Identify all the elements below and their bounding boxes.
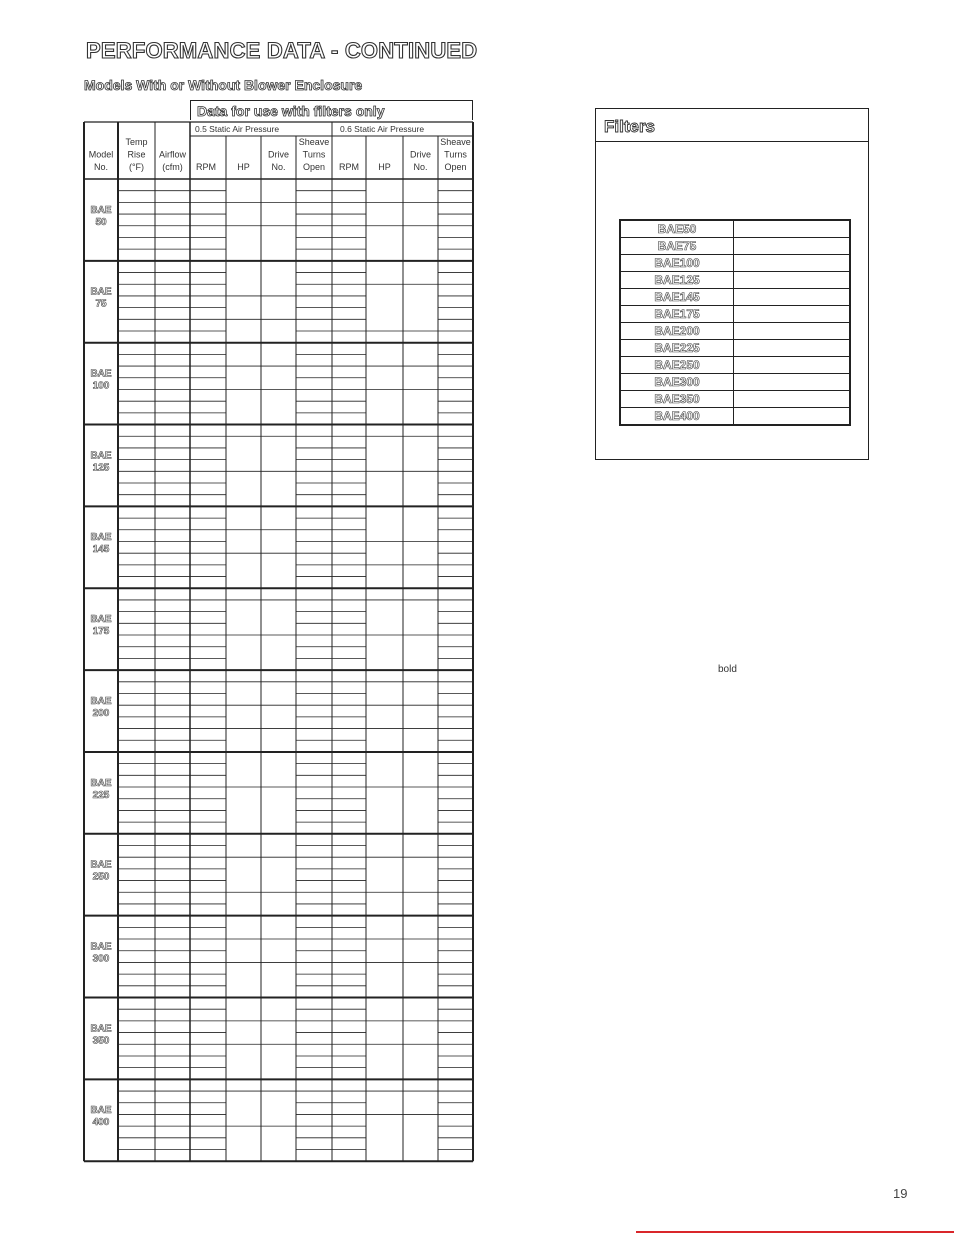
column-header: No. — [271, 162, 286, 172]
filters-row — [620, 238, 850, 255]
column-header: Drive — [267, 149, 290, 160]
filters-model-cell: BAE100 — [620, 255, 734, 272]
model-series-label: BAE — [90, 614, 112, 626]
filters-row — [620, 374, 850, 391]
filters-value-cell — [734, 374, 851, 391]
model-series-label: BAE — [90, 450, 112, 462]
filters-row — [620, 272, 850, 289]
model-series-label: BAE — [90, 204, 112, 216]
filters-model-cell: BAE300 — [620, 374, 734, 391]
filters-model-cell: BAE200 — [620, 323, 734, 340]
filters-row — [620, 289, 850, 306]
filters-row — [620, 340, 850, 357]
filters-model-cell: BAE250 — [620, 357, 734, 374]
filters-row — [620, 220, 850, 238]
model-size-label: 300 — [92, 953, 110, 965]
model-size-label: 200 — [92, 707, 110, 719]
filters-value-cell — [734, 391, 851, 408]
filters-value-cell — [734, 272, 851, 289]
model-series-label: BAE — [90, 368, 112, 380]
column-header: Airflow — [158, 149, 187, 160]
model-series-label: BAE — [90, 777, 112, 789]
filters-model-cell: BAE125 — [620, 272, 734, 289]
page-number: 19 — [893, 1186, 908, 1201]
column-header: HP — [378, 162, 391, 172]
filters-value-cell — [734, 220, 851, 238]
column-header: HP — [237, 162, 250, 172]
footer-rule — [636, 1231, 954, 1233]
model-series-label: BAE — [90, 695, 112, 707]
filters-value-cell — [734, 255, 851, 272]
column-header: (°F) — [128, 162, 145, 172]
filters-row — [620, 357, 850, 374]
model-size-label: 50 — [95, 216, 107, 228]
bold-note: bold — [718, 664, 737, 675]
column-header: Rise — [127, 149, 146, 160]
model-size-label: 400 — [92, 1117, 110, 1129]
model-size-label: 125 — [92, 462, 110, 474]
filters-model-cell: BAE350 — [620, 391, 734, 408]
column-header: No. — [93, 162, 109, 172]
model-series-label: BAE — [90, 859, 112, 871]
model-series-label: BAE — [90, 286, 112, 298]
filters-only-label: Data for use with filters only — [190, 100, 473, 120]
filters-model-cell: BAE225 — [620, 340, 734, 357]
filters-model-cell: BAE75 — [620, 238, 734, 255]
filters-value-cell — [734, 238, 851, 255]
column-header: Open — [444, 162, 467, 172]
model-size-label: 100 — [92, 380, 110, 392]
column-header: Open — [302, 162, 326, 172]
filters-panel — [595, 108, 869, 460]
model-series-label: BAE — [90, 941, 112, 953]
filters-title: Filters — [596, 109, 868, 142]
column-header: Turns — [302, 149, 326, 160]
column-header: RPM — [339, 162, 359, 172]
filters-value-cell — [734, 408, 851, 426]
filters-model-cell: BAE400 — [620, 408, 734, 426]
column-header: No. — [413, 162, 428, 172]
filters-value-cell — [734, 323, 851, 340]
model-size-label: 250 — [92, 871, 110, 883]
model-series-label: BAE — [90, 1023, 112, 1035]
column-header: RPM — [196, 162, 216, 172]
column-header: (cfm) — [162, 162, 183, 172]
filters-row — [620, 255, 850, 272]
filters-value-cell — [734, 306, 851, 323]
column-header: Temp — [125, 137, 148, 147]
model-series-label: BAE — [90, 532, 112, 544]
column-header: Model — [88, 149, 114, 160]
filters-model-cell: BAE145 — [620, 289, 734, 306]
column-header: Sheave — [440, 137, 471, 147]
filters-row — [620, 323, 850, 340]
model-size-label: 145 — [92, 544, 110, 556]
filters-row — [620, 408, 850, 426]
filters-table — [619, 219, 851, 426]
page-subtitle: Models With or Without Blower Enclosure — [84, 77, 363, 93]
column-header: Sheave — [298, 137, 330, 147]
filters-value-cell — [734, 289, 851, 306]
model-series-label: BAE — [90, 1105, 112, 1117]
column-header: Drive — [409, 149, 432, 160]
filters-model-cell: BAE50 — [620, 220, 734, 238]
pressure-group-label: 0.5 Static Air Pressure — [195, 124, 280, 134]
model-size-label: 175 — [92, 626, 110, 638]
filters-row — [620, 306, 850, 323]
page-title: PERFORMANCE DATA - CONTINUED — [86, 38, 478, 63]
filters-row — [620, 391, 850, 408]
model-size-label: 75 — [95, 298, 107, 310]
filters-model-cell: BAE175 — [620, 306, 734, 323]
filters-value-cell — [734, 340, 851, 357]
filters-value-cell — [734, 357, 851, 374]
column-header: Turns — [444, 149, 467, 160]
pressure-group-label: 0.6 Static Air Pressure — [340, 124, 425, 134]
model-size-label: 225 — [92, 789, 110, 801]
model-size-label: 350 — [92, 1035, 110, 1047]
